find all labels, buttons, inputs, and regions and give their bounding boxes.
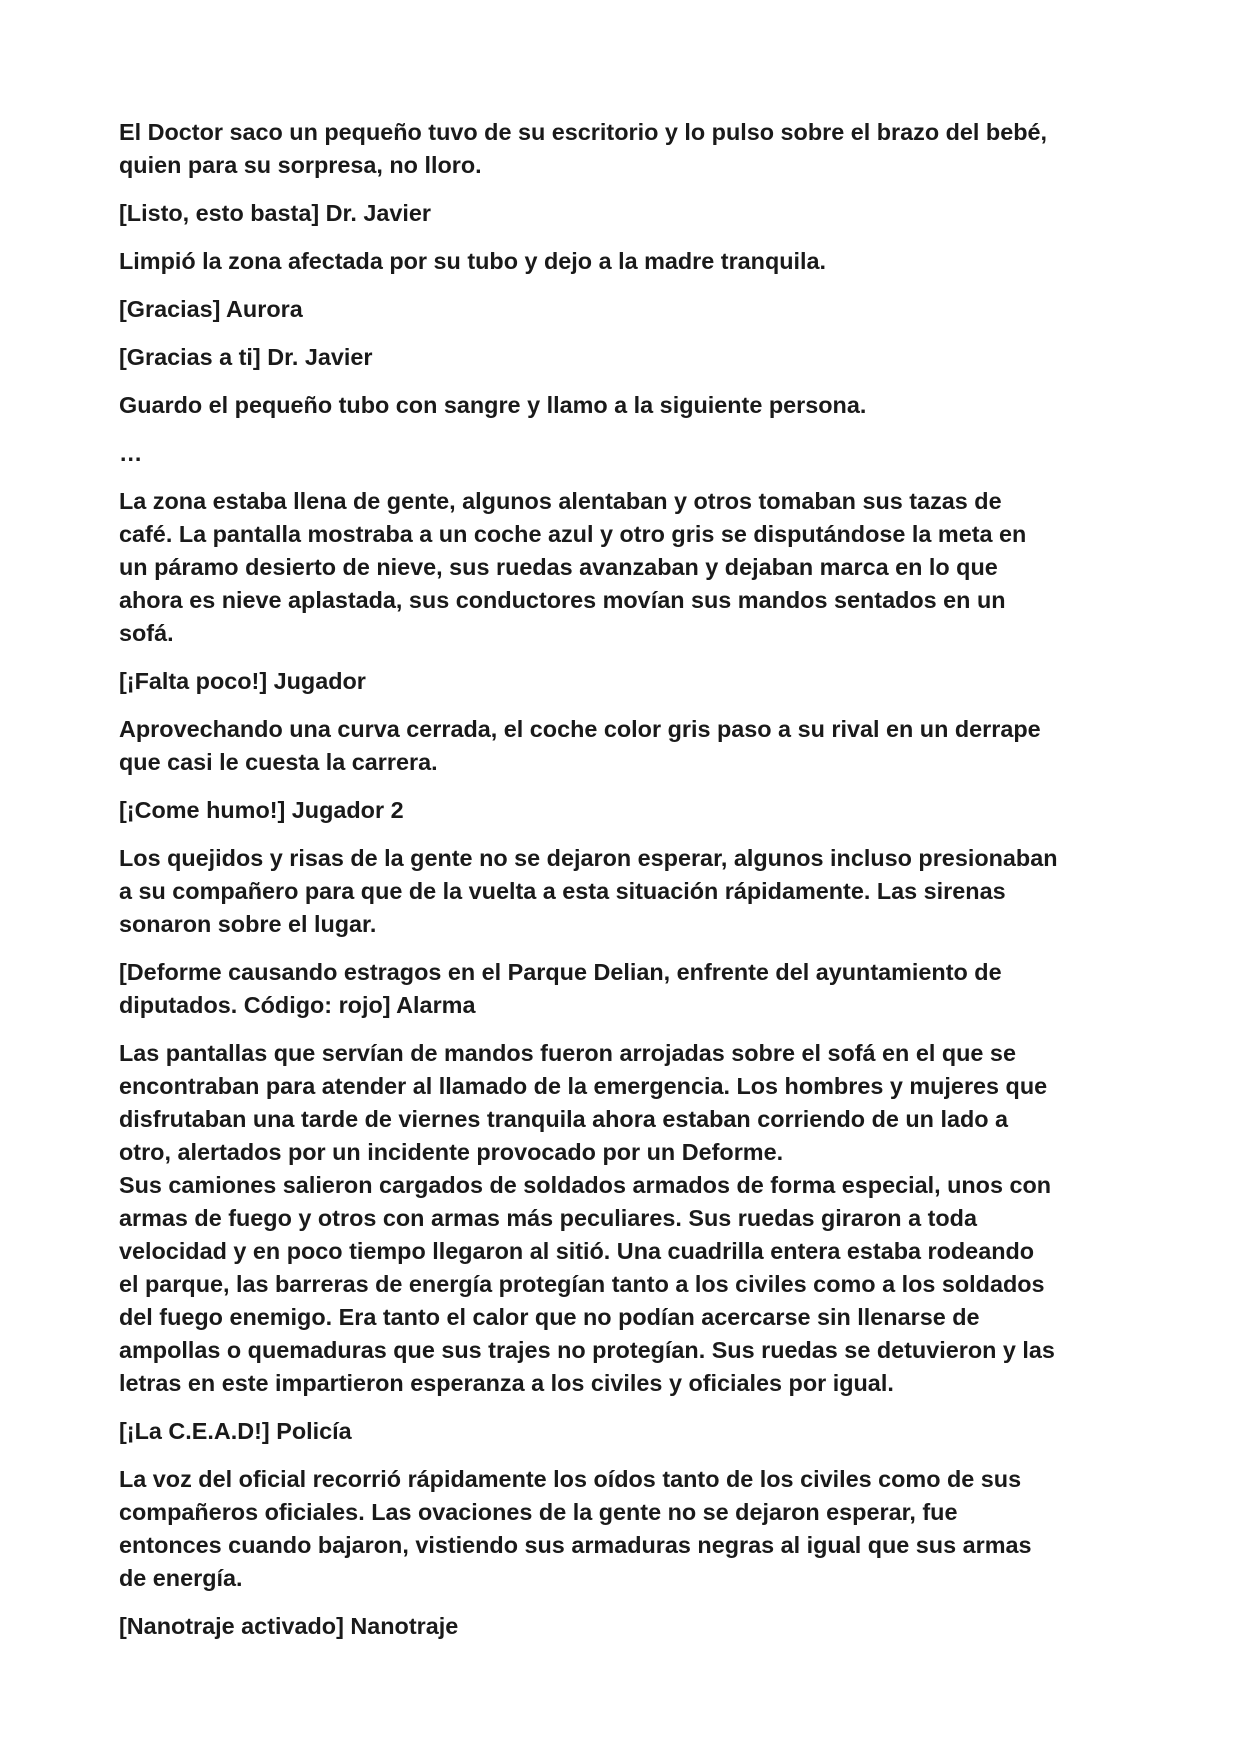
dialogue-line: [¡Come humo!] Jugador 2: [119, 797, 404, 823]
scene-break: …: [119, 440, 143, 466]
narration-paragraph: Aprovechando una curva cerrada, el coche color gris paso a su rival en un derrape que casi le cuesta la carrera.: [119, 716, 1041, 775]
dialogue-line: [¡Falta poco!] Jugador: [119, 668, 366, 694]
dialogue-line: [Gracias] Aurora: [119, 296, 303, 322]
dialogue-line: [¡La C.E.A.D!] Policía: [119, 1418, 352, 1444]
dialogue-line: [Gracias a ti] Dr. Javier: [119, 344, 373, 370]
narration-paragraph: Limpió la zona afectada por su tubo y dejo a la madre tranquila.: [119, 248, 827, 274]
document-page: [119, 116, 1129, 1658]
narration-paragraph: Sus camiones salieron cargados de soldados armados de forma especial, unos con armas de fuego y otros con armas más peculiares. Sus ruedas giraron a toda velocidad y en poco tiempo llegaron al sitió. Una cuadrilla entera estaba rodeando el parque, las barreras de energía protegían tanto a los civiles como a los soldados del fuego enemigo. Era tanto el calor que no podían acercarse sin llenarse de ampollas o quemaduras que sus trajes no protegían. Sus ruedas se detuvieron y las letras en este impartieron esperanza a los civiles y oficiales por igual.: [119, 1172, 1055, 1396]
narration-paragraph: Guardo el pequeño tubo con sangre y llamo a la siguiente persona.: [119, 392, 867, 418]
narration-paragraph: Las pantallas que servían de mandos fueron arrojadas sobre el sofá en el que se encontraban para atender al llamado de la emergencia. Los hombres y mujeres que disfrutaban una tarde de viernes tranquila ahora estaban corriendo de un lado a otro, alertados por un incidente provocado por un Deforme.: [119, 1040, 1048, 1165]
narration-paragraph: La voz del oficial recorrió rápidamente los oídos tanto de los civiles como de sus compañeros oficiales. Las ovaciones de la gente no se dejaron esperar, fue entonces cuando bajaron, vistiendo sus armaduras negras al igual que sus armas de energía.: [119, 1466, 1032, 1591]
narration-paragraph: El Doctor saco un pequeño tuvo de su escritorio y lo pulso sobre el brazo del bebé, quien para su sorpresa, no lloro.: [119, 119, 1047, 178]
narration-paragraph: La zona estaba llena de gente, algunos alentaban y otros tomaban sus tazas de café. La pantalla mostraba a un coche azul y otro gris se disputándose la meta en un páramo desierto de nieve, sus ruedas avanzaban y dejaban marca en lo que ahora es nieve aplastada, sus conductores movían sus mandos sentados en un sofá.: [119, 488, 1027, 646]
dialogue-line: [Listo, esto basta] Dr. Javier: [119, 200, 431, 226]
dialogue-line: [Deforme causando estragos en el Parque Delian, enfrente del ayuntamiento de diputados. Código: rojo] Alarma: [119, 959, 1002, 1018]
narration-paragraph: Los quejidos y risas de la gente no se dejaron esperar, algunos incluso presionaban a su compañero para que de la vuelta a esta situación rápidamente. Las sirenas sonaron sobre el lugar.: [119, 845, 1058, 937]
dialogue-line: [Nanotraje activado] Nanotraje: [119, 1613, 459, 1639]
